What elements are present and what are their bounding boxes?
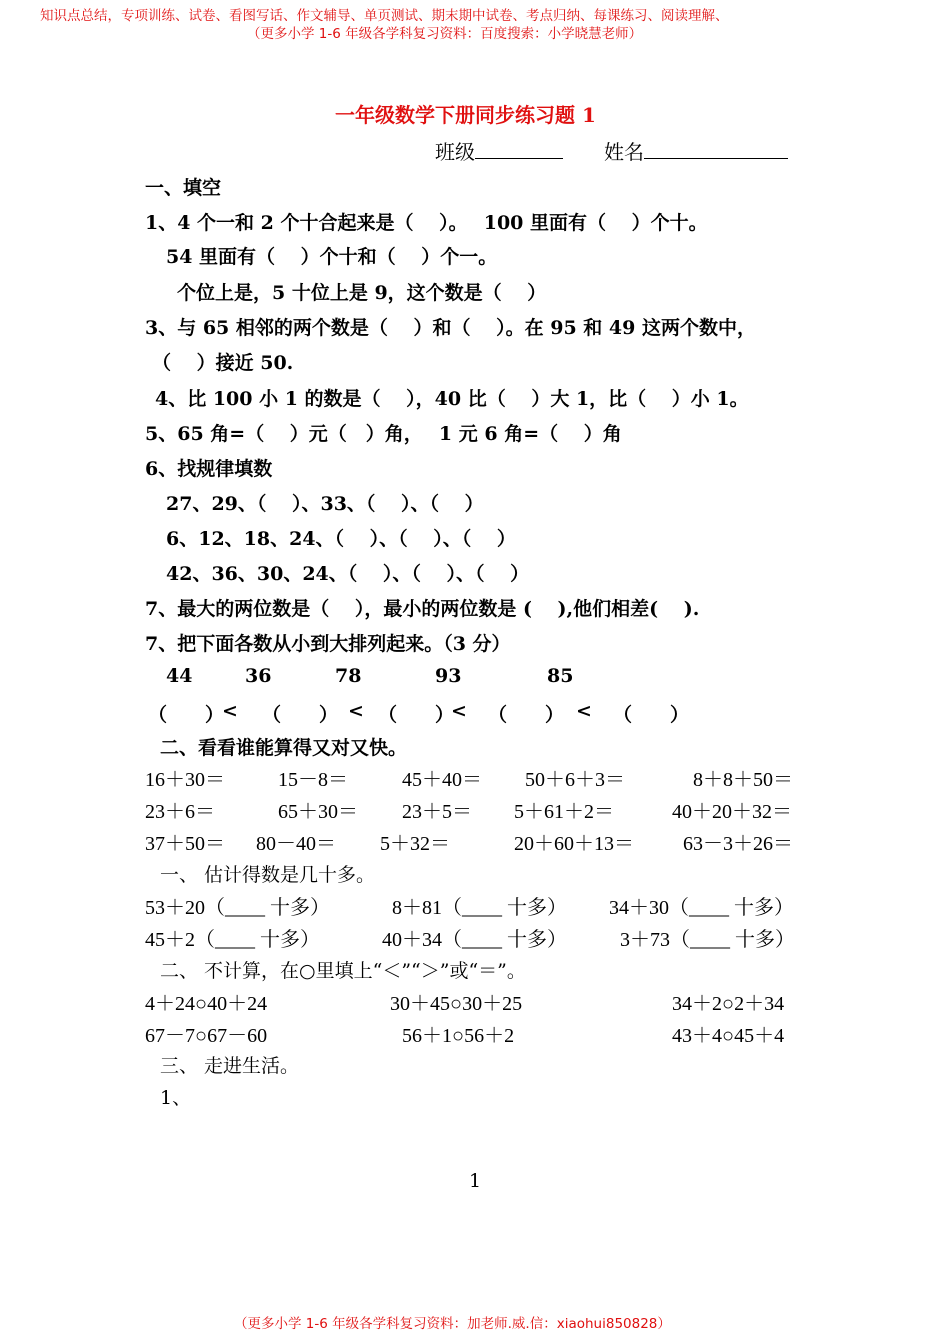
s1-line-12: 7、最大的两位数是（ ），最小的两位数是 ( ),他们相差( ).	[145, 598, 700, 620]
s1-line-5: （ ）接近 50.	[152, 352, 294, 374]
calc-item: 23＋6＝	[145, 801, 215, 823]
section4-heading: 二、 不计算，在○里填上“＜”“＞”或“＝”。	[160, 960, 526, 982]
estimate-item: 40＋34（____ 十多）	[382, 929, 567, 951]
calc-item: 23＋5＝	[402, 801, 472, 823]
compare-item: 56＋1○56＋2	[402, 1025, 515, 1047]
calc-item: 80－40＝	[256, 833, 336, 855]
calc-item: 8＋8＋50＝	[693, 769, 793, 791]
less-than-sign: <	[348, 700, 364, 722]
class-field	[435, 136, 563, 165]
order-number: 85	[547, 665, 574, 687]
order-number: 78	[335, 665, 362, 687]
class-blank	[475, 140, 563, 159]
calc-item: 5＋32＝	[380, 833, 450, 855]
order-blank: （ ）	[262, 704, 339, 726]
estimate-item: 45＋2（____ 十多）	[145, 929, 320, 951]
calc-item: 63－3＋26＝	[683, 833, 793, 855]
name-field	[604, 136, 788, 165]
compare-item: 4＋24○40＋24	[145, 993, 268, 1015]
compare-item: 67－7○67－60	[145, 1025, 268, 1047]
less-than-sign: <	[576, 700, 592, 722]
calc-item: 65＋30＝	[278, 801, 358, 823]
order-blank: （ ）	[488, 704, 565, 726]
order-number: 93	[435, 665, 462, 687]
s1-line-1: 1、4 个一和 2 个十合起来是（ ）。 100 里面有（ ）个十。	[145, 212, 708, 234]
section3-heading: 一、 估计得数是几十多。	[160, 864, 376, 886]
calc-item: 5＋61＋2＝	[514, 801, 614, 823]
s1-line-6: 4、比 100 小 1 的数是（ ），40 比（ ）大 1，比（ ）小 1。	[155, 388, 749, 410]
footer-note: （更多小学 1-6 年级各学科复习资料：加老师.威.信：xiaohui850828）	[234, 1316, 671, 1332]
estimate-item: 34＋30（____ 十多）	[609, 897, 794, 919]
header-line-1: 知识点总结，专项训练、试卷、看图写话、作文辅导、单页测试、期末期中试卷、考点归纳、每课练习、阅读理解、	[40, 8, 729, 24]
order-number: 44	[166, 665, 193, 687]
page-title: 一年级数学下册同步练习题 1	[335, 103, 596, 127]
s1-line-11: 42、36、30、24、（ ）、（ ）、（ ）	[166, 563, 530, 585]
order-blank: （ ）	[148, 704, 225, 726]
s1-line-7: 5、65 角=（ ）元（ ）角， 1 元 6 角=（ ）角	[145, 423, 622, 445]
s1-line-13: 7、把下面各数从小到大排列起来。（3 分）	[145, 633, 511, 655]
s1-line-9: 27、29、（ ）、33、（ ）、（ ）	[166, 493, 484, 515]
calc-item: 20＋60＋13＝	[514, 833, 634, 855]
section5-item: 1、	[160, 1087, 192, 1109]
section2-heading: 二、看看谁能算得又对又快。	[160, 737, 408, 759]
page-number: 1	[469, 1170, 482, 1192]
name-blank	[644, 140, 788, 159]
calc-item: 37＋50＝	[145, 833, 225, 855]
section1-heading: 一、填空	[145, 177, 222, 199]
compare-item: 43＋4○45＋4	[672, 1025, 785, 1047]
class-label: 班级	[435, 140, 475, 164]
compare-item: 30＋45○30＋25	[390, 993, 523, 1015]
section5-heading: 三、 走进生活。	[160, 1055, 300, 1077]
order-blank: （ ）	[613, 704, 690, 726]
calc-item: 15－8＝	[278, 769, 348, 791]
estimate-item: 3＋73（____ 十多）	[620, 929, 795, 951]
order-number: 36	[245, 665, 272, 687]
less-than-sign: <	[222, 700, 238, 722]
s1-line-8: 6、找规律填数	[145, 458, 273, 480]
calc-item: 16＋30＝	[145, 769, 225, 791]
calc-item: 45＋40＝	[402, 769, 482, 791]
order-blank: （ ）	[378, 704, 455, 726]
s1-line-10: 6、12、18、24、（ ）、（ ）、（ ）	[166, 528, 516, 550]
s1-line-3: 个位上是，5 十位上是 9，这个数是（ ）	[177, 282, 547, 304]
s1-line-4: 3、与 65 相邻的两个数是（ ）和（ ）。在 95 和 49 这两个数中，	[145, 317, 756, 339]
header-line-2: （更多小学 1-6 年级各学科复习资料：百度搜索：小学晓慧老师）	[247, 26, 643, 42]
less-than-sign: <	[451, 700, 467, 722]
name-label: 姓名	[604, 140, 644, 164]
calc-item: 50＋6＋3＝	[525, 769, 625, 791]
estimate-item: 53＋20（____ 十多）	[145, 897, 330, 919]
s1-line-2: 54 里面有（ ）个十和（ ）个一。	[166, 246, 498, 268]
estimate-item: 8＋81（____ 十多）	[392, 897, 567, 919]
calc-item: 40＋20＋32＝	[672, 801, 792, 823]
compare-item: 34＋2○2＋34	[672, 993, 785, 1015]
